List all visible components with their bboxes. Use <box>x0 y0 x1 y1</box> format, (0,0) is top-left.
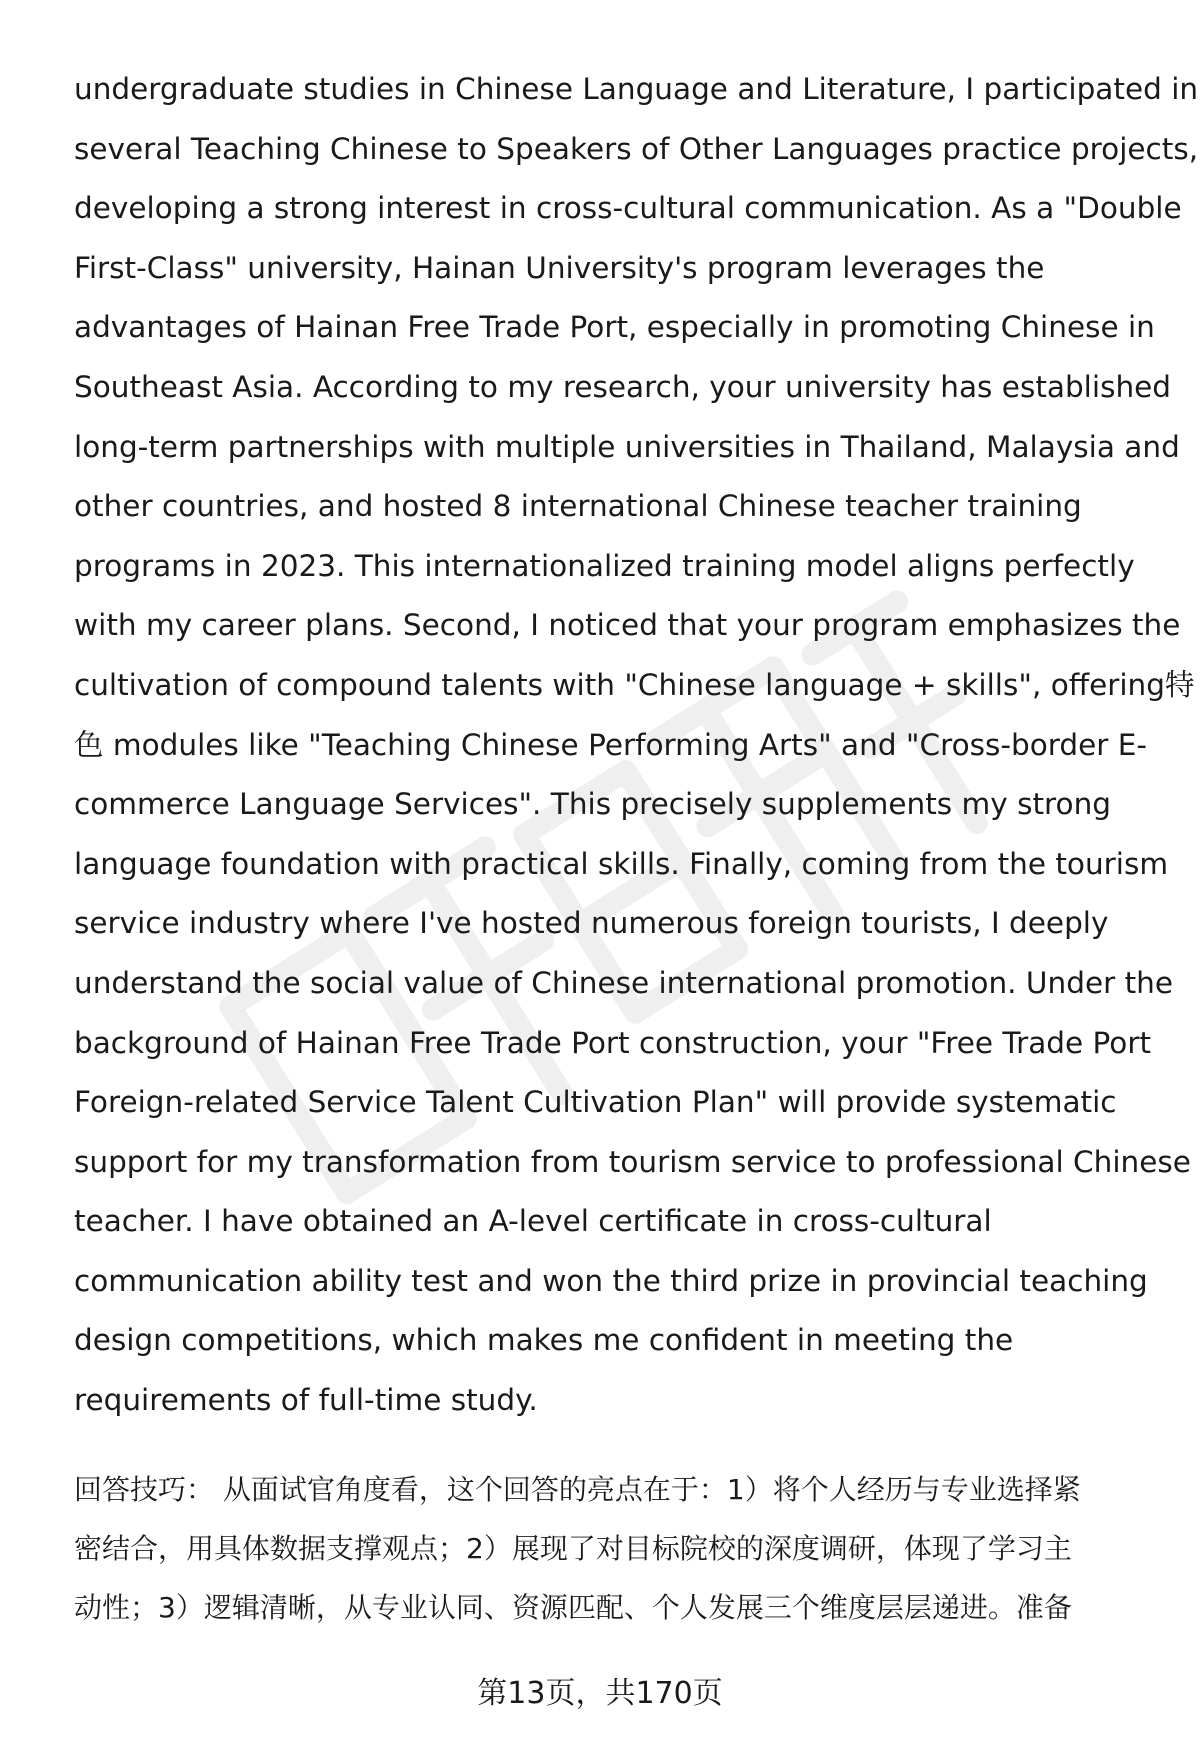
answer-line: other countries, and hosted 8 international Chinese teacher training <box>74 489 1082 524</box>
answer-tips-block <box>74 1460 1154 1637</box>
answer-line: teacher. I have obtained an A-level certificate in cross-cultural <box>74 1204 992 1239</box>
tips-line: 回答技巧： 从面试官角度看，这个回答的亮点在于：1）将个人经历与专业选择紧 <box>74 1473 1081 1506</box>
tips-line: 动性；3）逻辑清晰，从专业认同、资源匹配、个人发展三个维度层层递进。准备 <box>74 1591 1072 1624</box>
answer-line: Foreign-related Service Talent Cultivation Plan" will provide systematic <box>74 1085 1117 1120</box>
answer-line: communication ability test and won the third prize in provincial teaching <box>74 1263 1148 1298</box>
answer-line: understand the social value of Chinese international promotion. Under the <box>74 965 1174 1000</box>
answer-line: developing a strong interest in cross-cultural communication. As a "Double <box>74 191 1182 226</box>
answer-line: advantages of Hainan Free Trade Port, especially in promoting Chinese in <box>74 310 1155 345</box>
tips-line: 密结合，用具体数据支撑观点；2）展现了对目标院校的深度调研，体现了学习主 <box>74 1532 1072 1565</box>
answer-line: language foundation with practical skills. Finally, coming from the tourism <box>74 846 1169 881</box>
answer-line: First-Class" university, Hainan University's program leverages the <box>74 250 1045 285</box>
answer-line: programs in 2023. This internationalized training model aligns perfectly <box>74 548 1135 583</box>
answer-line: several Teaching Chinese to Speakers of Other Languages practice projects, <box>74 131 1199 166</box>
answer-line: 色 modules like "Teaching Chinese Performing Arts" and "Cross-border E- <box>74 727 1148 762</box>
answer-line: support for my transformation from tourism service to professional Chinese <box>74 1144 1191 1179</box>
answer-line: undergraduate studies in Chinese Language and Literature, I participated in <box>74 72 1199 106</box>
answer-line: long-term partnerships with multiple universities in Thailand, Malaysia and <box>74 429 1180 464</box>
answer-line: background of Hainan Free Trade Port construction, your "Free Trade Port <box>74 1025 1152 1060</box>
answer-line: design competitions, which makes me confident in meeting the <box>74 1323 1014 1358</box>
answer-line: service industry where I've hosted numerous foreign tourists, I deeply <box>74 906 1109 941</box>
answer-line: requirements of full-time study. <box>74 1383 538 1418</box>
answer-line: with my career plans. Second, I noticed that your program emphasizes the <box>74 608 1181 643</box>
answer-line: commerce Language Services". This precisely supplements my strong <box>74 787 1111 822</box>
page-number-footer: 第13页，共170页 <box>477 1676 723 1711</box>
answer-line: cultivation of compound talents with "Chinese language + skills", offering特 <box>74 667 1195 702</box>
answer-line: Southeast Asia. According to my research, your university has established <box>74 369 1172 404</box>
answer-text-block <box>74 60 1199 1431</box>
